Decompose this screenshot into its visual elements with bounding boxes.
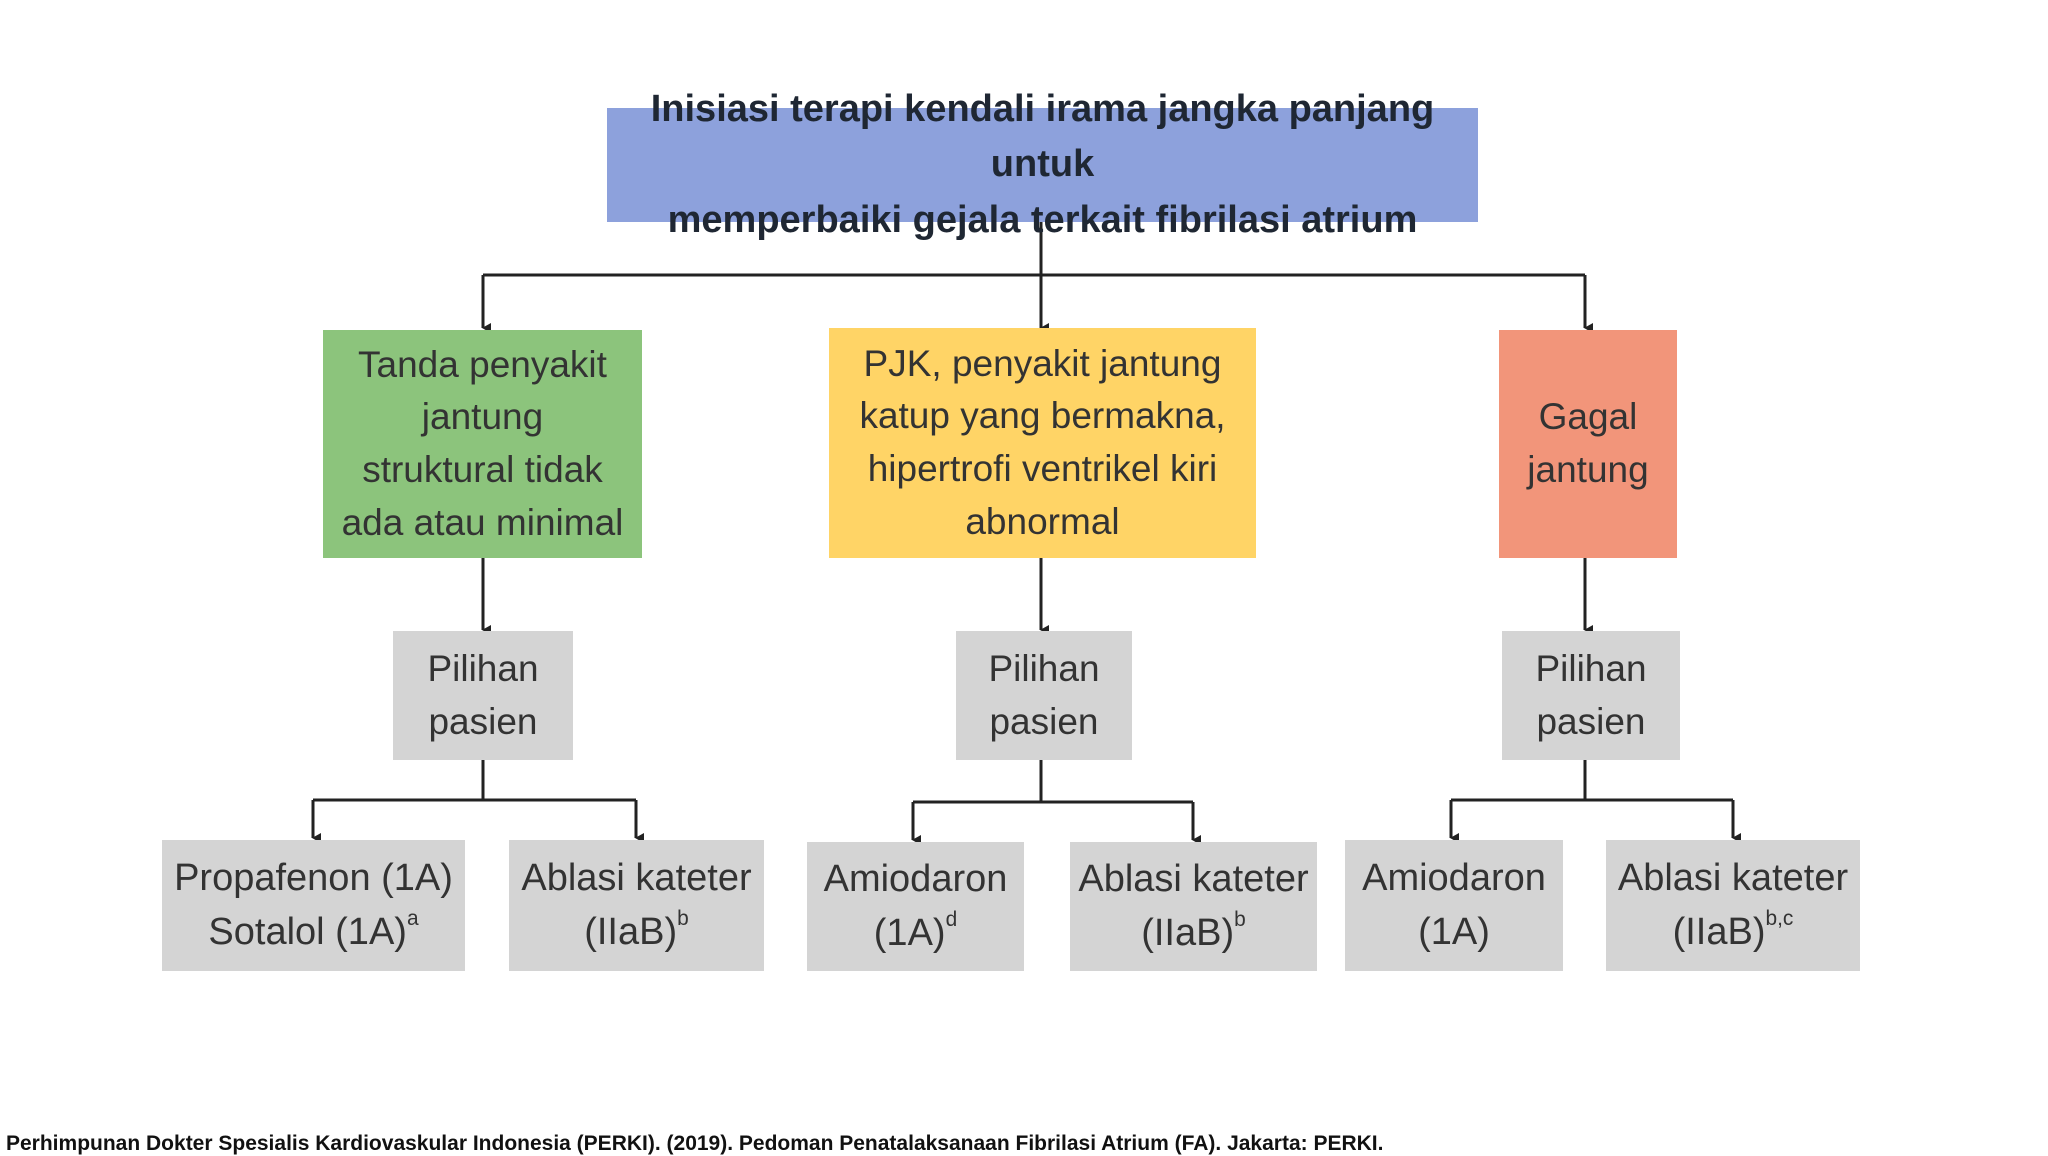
patient-choice-3-text: Pilihan pasien [1535, 647, 1647, 742]
option-ablation-2 [1070, 842, 1317, 971]
option-amiodaron-3 [1345, 840, 1563, 971]
root-node [607, 88, 1478, 241]
condition-heart-failure [1499, 330, 1677, 558]
option-propafenon-sotalol [162, 840, 465, 971]
patient-choice-1-text: Pilihan pasien [427, 647, 539, 742]
option-ablation-1 [509, 840, 764, 971]
option-ablation-2-text: Ablasi kateter (IIaB)$^b$ [1078, 857, 1309, 954]
option-amiodaron-3-text: Amiodaron (1A) [1362, 856, 1546, 953]
condition-no-structural-disease [323, 330, 642, 558]
option-ablation-1-text: Ablasi kateter (IIaB)$^b$ [521, 856, 752, 953]
patient-choice-1 [393, 631, 573, 760]
patient-choice-2-text: Pilihan pasien [988, 647, 1100, 742]
condition-structural-disease [829, 328, 1256, 558]
condition-heart-failure-text: Gagal jantung [1527, 396, 1649, 490]
footnote-marker: b [1234, 907, 1246, 931]
footnote-marker: b [677, 906, 689, 930]
citation: Perhimpunan Dokter Spesialis Kardiovaskular Indonesia (PERKI). (2019). Pedoman Penatalaksanaan Fibrilasi Atrium (FA). Jakarta: PERKI. [6, 1132, 1384, 1155]
patient-choice-3 [1502, 631, 1680, 760]
footnote-marker: a [406, 906, 419, 930]
root-node-text: Inisiasi terapi kendali irama jangka panjang untuk memperbaiki gejala terkait fibrilasi atrium [650, 88, 1435, 241]
option-amiodaron-2 [807, 842, 1024, 971]
condition-no-structural-disease-text: Tanda penyakit jantung struktural tidak ada atau minimal [341, 343, 624, 543]
option-ablation-3-text: Ablasi kateter (IIaB)$^{b,c}$ [1617, 856, 1849, 953]
footnote-marker: d [945, 907, 958, 931]
condition-structural-disease-text: PJK, penyakit jantung katup yang bermakna, hipertrofi ventrikel kiri abnormal [859, 342, 1226, 542]
option-ablation-3 [1606, 840, 1860, 971]
option-amiodaron-2-text: Amiodaron $(1A)^d$ [823, 857, 1008, 954]
option-propafenon-sotalol-text: Propafenon (1A) Sotalol $(1A)^a$ [174, 856, 453, 953]
patient-choice-2 [956, 631, 1132, 760]
footnote-marker: b,c [1765, 906, 1794, 930]
